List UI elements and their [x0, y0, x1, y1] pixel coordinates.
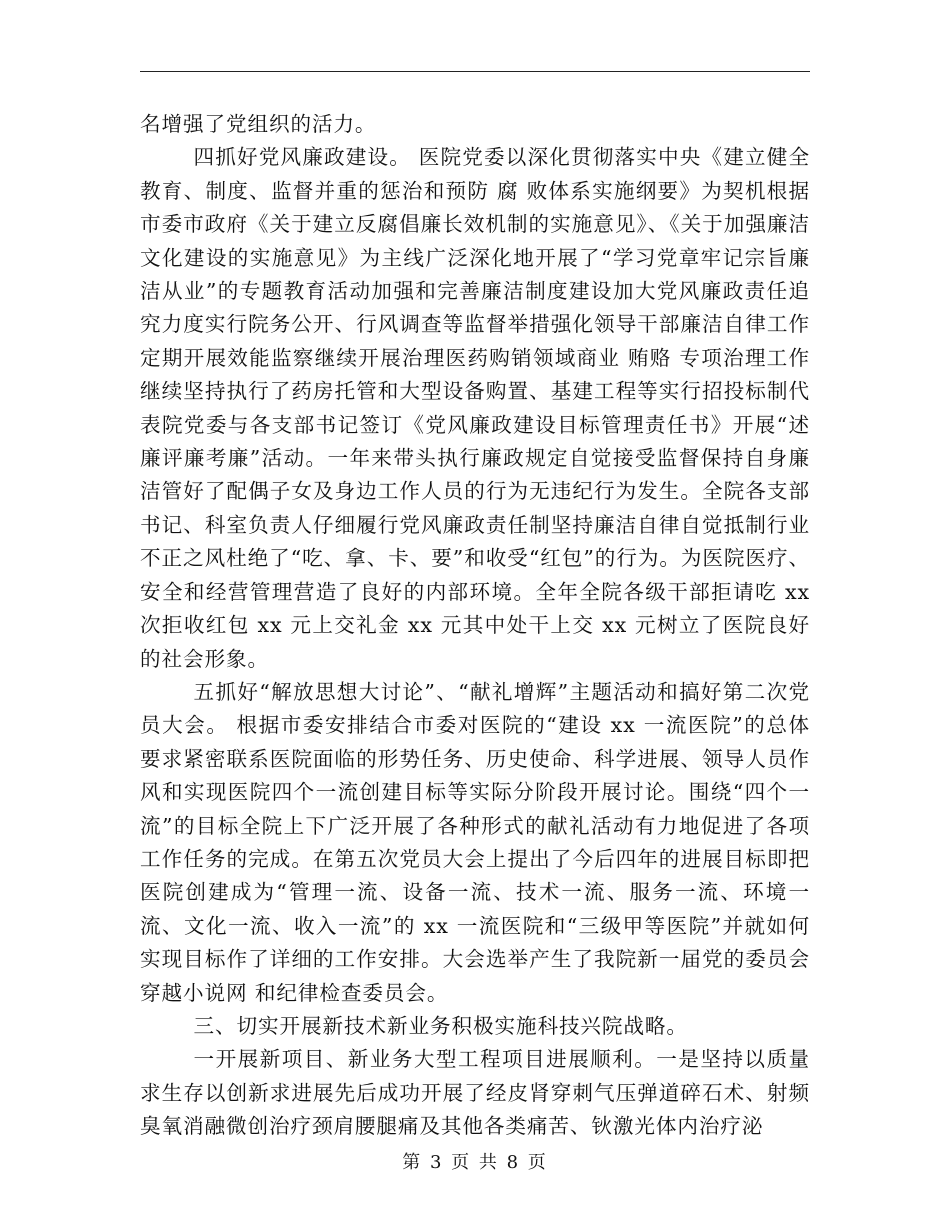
- paragraph-4: 一开展新项目、新业务大型工程项目进展顺利。一是坚持以质量求生存以创新求进展先后成功开展了经皮肾穿刺气压弹道碎石术、射频臭氧消融微创治疗颈肩腰腿痛及其他各类痛苦、钬激光体内治疗泌: [140, 1047, 810, 1139]
- header-rule: [140, 71, 810, 72]
- section-heading: 三、切实开展新技术新业务积极实施科技兴院战略。: [193, 1013, 688, 1038]
- paragraph-3: 五抓好“解放思想大讨论”、“献礼增辉”主题活动和搞好第二次党员大会。 根据市委安排结合市委对医院的“建设 xx 一流医院”的总体要求紧密联系医院面临的形势任务、历史使命、科学进展、领导人员作风和实现医院四个一流创建目标等实际分阶段开展讨论。围绕“四个一流”的目标全院上下广泛开展了各种形式的献礼活动有力地促进了各项工作任务的完成。在第五次党员大会上提出了今后四年的进展目标即把医院创建成为“管理一流、设备一流、技术一流、服务一流、环境一流、文化一流、收入一流”的 xx 一流医院和“三级甲等医院”并就如何实现目标作了详细的工作安排。大会选举产生了我院新一届党的委员会穿越小说网 和纪律检查委员会。: [140, 679, 810, 1005]
- page-number-footer: 第 3 页 共 8 页: [402, 1152, 548, 1173]
- document-body: [140, 108, 810, 1144]
- paragraph-2: 四抓好党风廉政建设。 医院党委以深化贯彻落实中央《建立健全教育、制度、监督并重的惩治和预防 腐 败体系实施纲要》为契机根据市委市政府《关于建立反腐倡廉长效机制的实施意见》、《关于加强廉洁文化建设的实施意见》为主线广泛深化地开展了“学习党章牢记宗旨廉洁从业”的专题教育活动加强和完善廉洁制度建设加大党风廉政责任追究力度实行院务公开、行风调查等监督举措强化领导干部廉洁自律工作定期开展效能监察继续开展治理医药购销领域商业 贿赂 专项治理工作继续坚持执行了药房托管和大型设备购置、基建工程等实行招投标制代表院党委与各支部书记签订《党风廉政建设目标管理责任书》开展“述廉评廉考廉”活动。一年来带头执行廉政规定自觉接受监督保持自身廉洁管好了配偶子女及身边工作人员的行为无违纪行为发生。全院各支部书记、科室负责人仔细履行党风廉政责任制坚持廉洁自律自觉抵制行业不正之风杜绝了“吃、拿、卡、要”和收受“红包”的行为。为医院医疗、安全和经营管理营造了良好的内部环境。全年全院各级干部拒请吃 xx 次拒收红包 xx 元上交礼金 xx 元其中处干上交 xx 元树立了医院良好的社会形象。: [140, 145, 810, 671]
- paragraph-1: 名增强了党组织的活力。: [140, 112, 377, 136]
